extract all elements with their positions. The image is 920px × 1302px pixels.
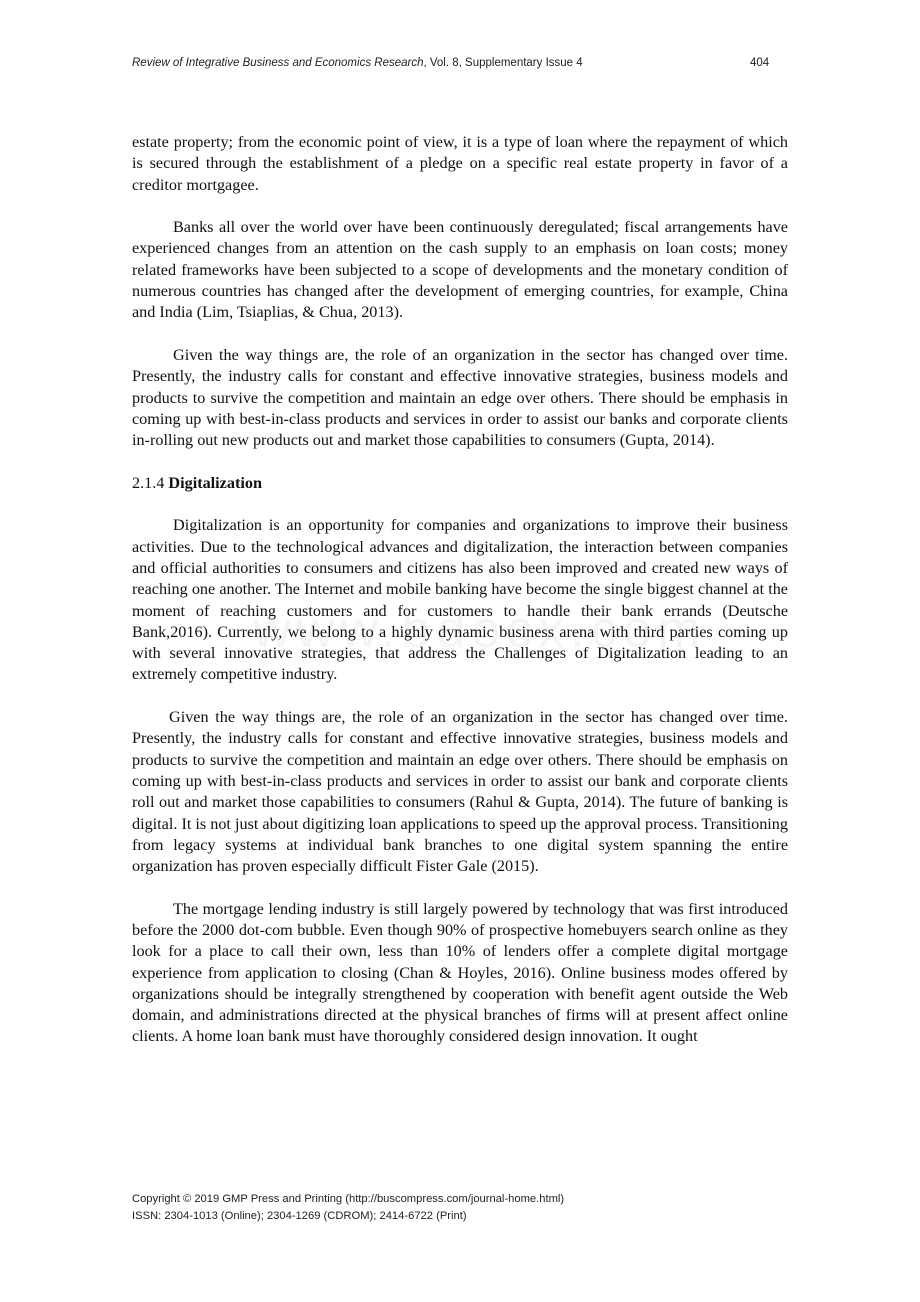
section-number: 2.1.4 (132, 473, 165, 492)
volume-issue: , Vol. 8, Supplementary Issue 4 (423, 57, 583, 69)
page-footer (132, 1191, 752, 1225)
copyright-line: Copyright © 2019 GMP Press and Printing (http://buscompress.com/journal-home.html) (132, 1193, 565, 1205)
paragraph-4: Digitalization is an opportunity for companies and organizations to improve their business activities. Due to the technological advances and digitalization, the interaction between companies and official authorities to consumers and citizens has also been improved and created new ways of reaching one another. The Internet and mobile banking have become the single biggest channel at the moment of reaching customers and for customers to handle their bank errands (Deutsche Bank,2016). Currently, we belong to a highly dynamic business arena with third parties coming up with several innovative strategies, that address the Challenges of Digitalization leading to an extremely competitive industry. (132, 516, 788, 684)
paragraph-5: Given the way things are, the role of an organization in the sector has changed over time. Presently, the industry calls for constant and effective innovative strategies, business models and products to survive the competition and maintain an edge over others. There should be emphasis on coming up with best-in-class products and services in order to assist our bank and corporate clients roll out and market those capabilities to consumers (Rahul & Gupta, 2014). The future of banking is digital. It is not just about digitizing loan applications to speed up the approval process. Transitioning from legacy systems at individual bank branches to one digital system spanning the entire organization has proven especially difficult Fister Gale (2015). (132, 708, 788, 876)
running-header (132, 57, 772, 75)
paragraph-2: Banks all over the world over have been continuously deregulated; fiscal arrangements have experienced changes from an attention on the cash supply to an emphasis on loan costs; money related frameworks have been subjected to a scope of developments and the monetary condition of numerous countries has changed after the development of emerging countries, for example, China and India (Lim, Tsiaplias, & Chua, 2013). (132, 218, 788, 322)
journal-name: Review of Integrative Business and Economics Research (132, 57, 424, 69)
article-body (132, 132, 788, 1069)
page-number: 404 (750, 57, 770, 69)
section-title: Digitalization (168, 473, 262, 492)
paragraph-6: The mortgage lending industry is still largely powered by technology that was first introduced before the 2000 dot-com bubble. Even though 90% of prospective homebuyers search online as they look for a place to call their own, less than 10% of lenders offer a complete digital mortgage experience from application to closing (Chan & Hoyles, 2016). Online business modes offered by organizations should be integrally strengthened by cooperation with benefit agent outside the Web domain, and administrations directed at the physical branches of firms will at present affect online clients. A home loan bank must have thoroughly considered design innovation. It ought (132, 899, 788, 1046)
section-heading (132, 473, 788, 494)
paragraph-3: Given the way things are, the role of an organization in the sector has changed over time. Presently, the industry calls for constant and effective innovative strategies, business models and products to survive the competition and maintain an edge over others. There should be emphasis in coming up with best-in-class products and services in order to assist our banks and corporate clients in-rolling out new products out and market those capabilities to consumers (Gupta, 2014). (132, 345, 788, 450)
paragraph-1: estate property; from the economic point of view, it is a type of loan where the repayment of which is secured through the establishment of a pledge on a specific real estate property in favor of a creditor mortgagee. (132, 133, 788, 194)
journal-citation (132, 57, 583, 69)
issn-line: ISSN: 2304-1013 (Online); 2304-1269 (CDROM); 2414-6722 (Print) (132, 1210, 467, 1222)
